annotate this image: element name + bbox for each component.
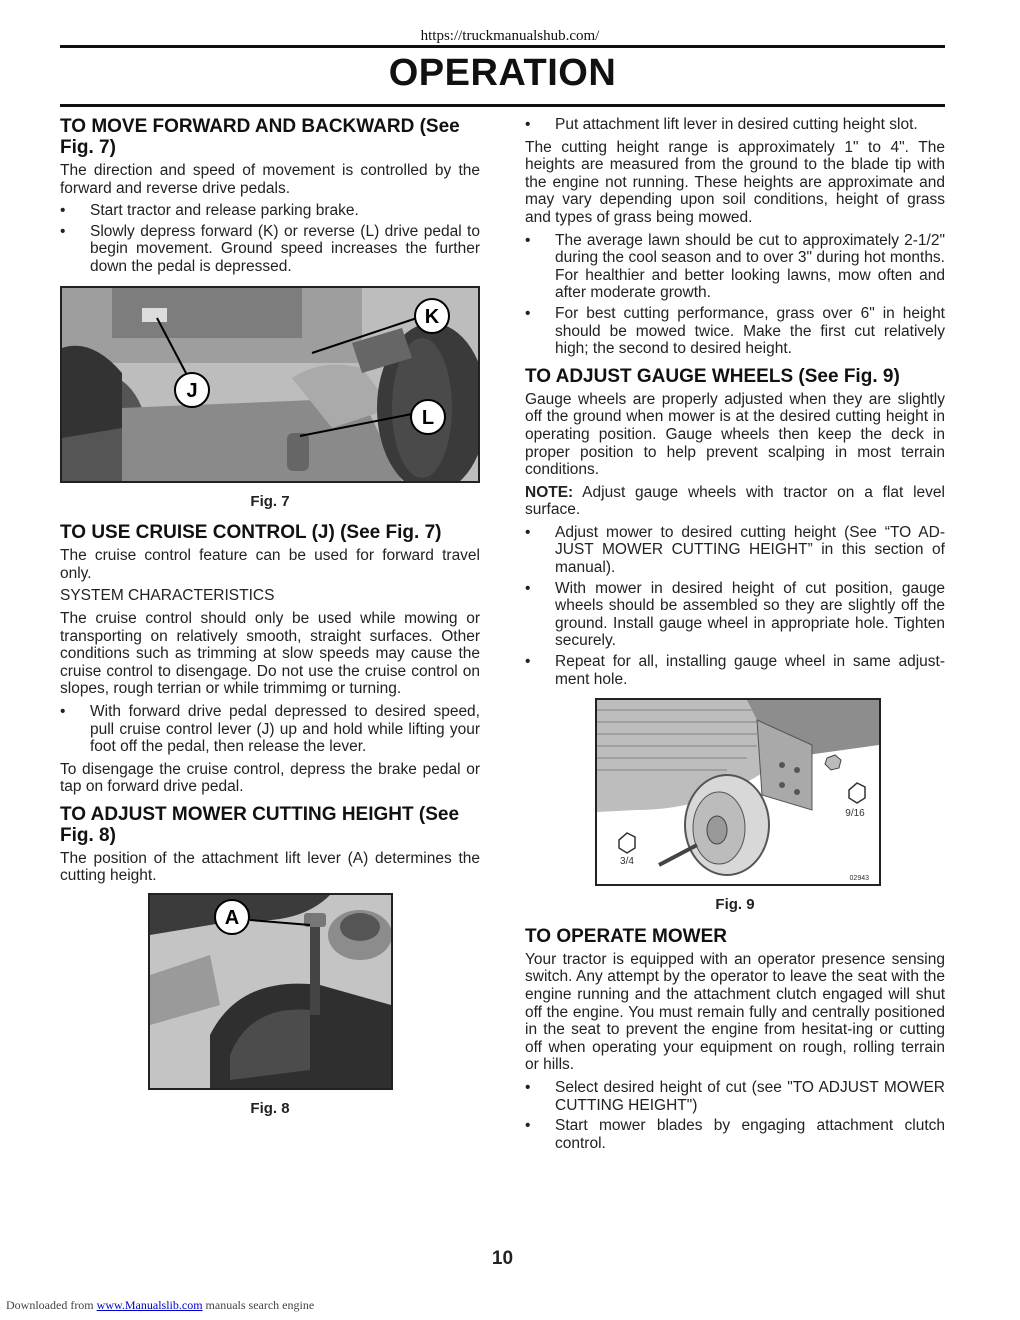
bullet-list	[60, 703, 480, 756]
manualslib-link[interactable]: www.Manualslib.com	[96, 1298, 203, 1312]
paragraph: The position of the attachment lift lever (A) determines the cutting height.	[60, 849, 480, 885]
figure-9-caption: Fig. 9	[715, 896, 755, 914]
figure-7-drawing	[62, 288, 478, 481]
list-item: • Put attachment lift lever in desired cutting height slot.	[525, 116, 945, 134]
left-column	[60, 116, 480, 1130]
heading-cutting-height: TO ADJUST MOWER CUTTING HEIGHT (See Fig. 8)	[60, 803, 460, 846]
bullet-list	[525, 1079, 945, 1152]
download-footer	[6, 1298, 314, 1313]
figure-8-caption: Fig. 8	[250, 1100, 290, 1118]
paragraph: To disengage the cruise control, depress the brake pedal or tap on forward drive pedal.	[60, 760, 480, 796]
callout-j: J	[186, 379, 198, 402]
list-item: • For best cutting performance, grass over 6" in height should be mowed twice. Make the first cut relatively high; the second to desired height.	[525, 305, 945, 358]
note-label: NOTE:	[525, 483, 574, 501]
list-item: • Repeat for all, installing gauge wheel in same adjust-ment hole.	[525, 653, 945, 688]
figure-7-image	[60, 286, 480, 483]
heading-operate-mower: TO OPERATE MOWER	[525, 925, 727, 947]
list-item: • Select desired height of cut (see "TO ADJUST MOWER CUTTING HEIGHT")	[525, 1079, 945, 1114]
bullet-list	[525, 232, 945, 358]
page-number: 10	[491, 1248, 514, 1269]
list-item: • The average lawn should be cut to approximately 2-1/2" during the cool season and to over 3" during hot months. For healthier and better looking lawns, mow often and after moderate growth.	[525, 232, 945, 302]
top-rule	[60, 45, 945, 48]
paragraph: The cruise control feature can be used for forward travel only.	[60, 547, 480, 582]
system-characteristics-label: SYSTEM CHARACTERISTICS	[60, 587, 275, 605]
paragraph: The direction and speed of movement is controlled by the forward and reverse drive pedals.	[60, 162, 480, 197]
paragraph: The cruise control should only be used while mowing or transporting on relatively smooth, straight surfaces. Other conditions such as trimming at slow speeds may cause the cruise control to disengage. Do not use the cruise control on slopes, rough terrian or while trimmimg or turning.	[60, 609, 480, 698]
figure-9-image	[595, 698, 881, 886]
list-item: • With mower in desired height of cut position, gauge wheels should be assembled so they are slightly off the ground. Install gauge wheel in appropriate hole. Tighten securely.	[525, 580, 945, 650]
list-item: • Start mower blades by engaging attachment clutch control.	[525, 1117, 945, 1152]
heading-move-forward-backward: TO MOVE FORWARD AND BACKWARD (See Fig. 7)	[60, 116, 460, 158]
callout-k: K	[424, 305, 440, 328]
figure-8-drawing	[150, 895, 391, 1088]
note-text: Adjust gauge wheels with tractor on a flat level surface.	[525, 483, 945, 519]
figure-7-caption: Fig. 7	[250, 492, 290, 510]
paragraph: Gauge wheels are properly adjusted when they are slightly off the ground when mower is at the desired cutting height in operating position. Gauge wheels then keep the deck in proper position to help prevent scalping in most terrain conditions.	[525, 390, 945, 479]
heading-cruise-control: TO USE CRUISE CONTROL (J) (See Fig. 7)	[60, 522, 442, 544]
bullet-list	[525, 524, 945, 688]
paragraph: The cutting height range is approximately 1" to 4". The heights are measured from the ground to the blade tip with the engine not running. These heights are approximate and may vary depending upon soil conditions, height of grass and types of grass being mowed.	[525, 138, 945, 226]
bullet-list	[60, 202, 480, 275]
label-3-4: 3/4	[620, 856, 634, 868]
title-rule	[60, 104, 945, 107]
list-item: • Adjust mower to desired cutting height (See “TO AD-JUST MOWER CUTTING HEIGHT” in this section of manual).	[525, 524, 945, 577]
list-item: • Slowly depress forward (K) or reverse (L) drive pedal to begin movement. Ground speed increases the further down the pedal is depressed.	[60, 223, 480, 276]
footer-prefix: Downloaded from	[6, 1298, 94, 1312]
paragraph: Your tractor is equipped with an operator presence sensing switch. Any attempt by the operator to leave the seat with the engine running and the attachment clutch engaged will shut off the engine. You must remain fully and centrally positioned in the seat to prevent the engine from hesitat-ing or cutting off when operating your equipment on rough, rolling terrain or hills.	[525, 950, 945, 1074]
source-url[interactable]: https://truckmanualshub.com/	[420, 28, 600, 44]
callout-l: L	[421, 406, 435, 429]
figure-code: 02943	[849, 875, 869, 883]
footer-suffix: manuals search engine	[205, 1298, 315, 1312]
right-column	[525, 116, 945, 1157]
list-item: • Start tractor and release parking brake.	[60, 202, 480, 220]
page-title: OPERATION	[388, 52, 617, 94]
list-item: • With forward drive pedal depressed to desired speed, pull cruise control lever (J) up and hold while lifting your foot off the pedal, then release the lever.	[60, 703, 480, 756]
label-9-16: 9/16	[845, 808, 865, 820]
heading-gauge-wheels: TO ADJUST GAUGE WHEELS (See Fig. 9)	[525, 365, 900, 387]
bullet-list	[525, 116, 945, 134]
note-paragraph	[525, 484, 945, 519]
figure-8-image	[148, 893, 393, 1090]
figure-9-drawing	[597, 700, 879, 884]
callout-a: A	[224, 907, 240, 930]
